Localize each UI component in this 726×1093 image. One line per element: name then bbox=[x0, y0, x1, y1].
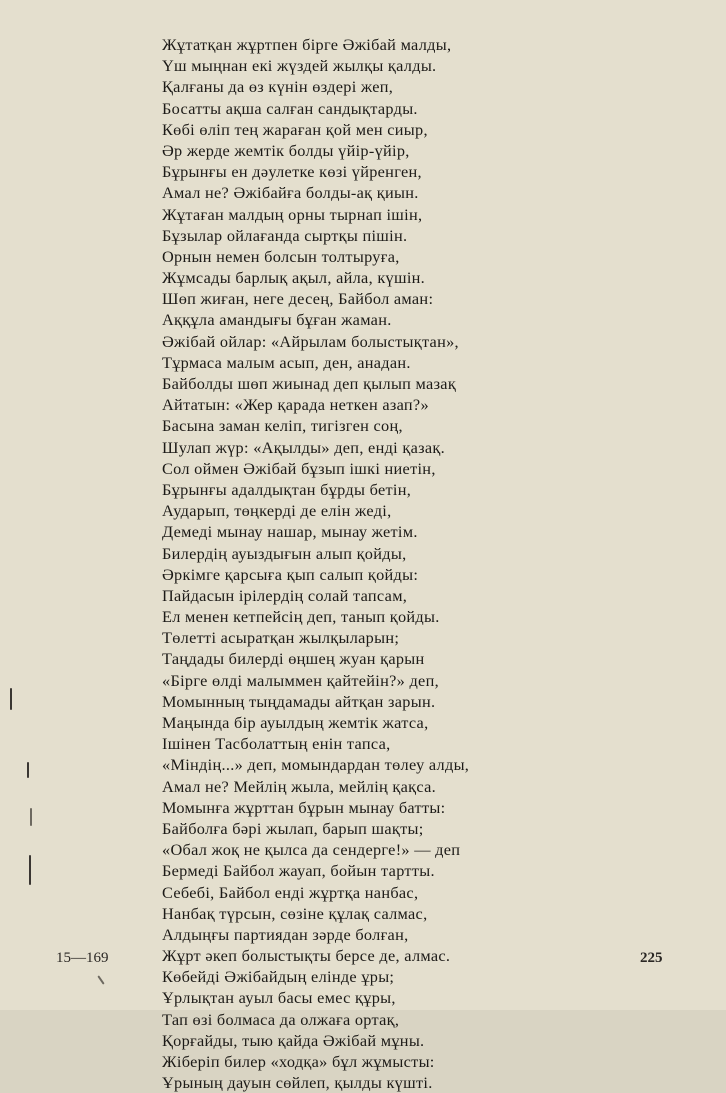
poem-line: Басына заман келіп, тигізген соң, bbox=[162, 416, 403, 436]
poem-line: Жұмсады барлық ақыл, айла, күшін. bbox=[162, 268, 426, 288]
poem-line: Ұрлықтан ауыл басы емес құры, bbox=[162, 988, 396, 1008]
poem-line: Көбейді Әжібайдың елінде ұры; bbox=[162, 967, 395, 987]
poem-line: Аққұла амандығы бұған жаман. bbox=[162, 310, 392, 330]
margin-pencil-mark bbox=[29, 855, 31, 885]
poem-text bbox=[162, 34, 562, 1093]
poem-line: Аударып, төңкерді де елін жеді, bbox=[162, 501, 392, 521]
poem-line: Ішінен Тасболаттың енін тапса, bbox=[162, 734, 391, 754]
poem-line: Байболға бәрі жылап, барып шақты; bbox=[162, 818, 424, 838]
poem-line: Момынға жұрттан бұрын мынау батты: bbox=[162, 797, 446, 817]
poem-line: Таңдады билерді өңшең жуан қарын bbox=[162, 649, 425, 669]
poem-line: Амал не? Мейлің жыла, мейлің қақса. bbox=[162, 776, 437, 796]
poem-line: Себебі, Байбол енді жұртқа нанбас, bbox=[162, 882, 419, 902]
margin-pencil-mark bbox=[97, 975, 104, 984]
poem-line: Төлетті асыратқан жылқыларын; bbox=[162, 628, 400, 648]
poem-line: Шөп жиған, неге десең, Байбол аман: bbox=[162, 289, 434, 309]
poem-line: Маңында бір ауылдың жемтік жатса, bbox=[162, 713, 429, 732]
poem-line: Жұрт әкеп болыстықты берсе де, алмас. bbox=[162, 946, 451, 966]
poem-line: «Обал жоқ не қылса да сендерге!» — деп bbox=[162, 840, 461, 860]
poem-line: Әр жерде жемтік болды үйір-үйір, bbox=[162, 140, 410, 160]
poem-line: Бұрынғы адалдықтан бұрды бетін, bbox=[162, 479, 412, 499]
poem-line: «Бірге өлді малыммен қайтейін?» деп, bbox=[162, 670, 439, 690]
margin-pencil-mark bbox=[30, 808, 32, 826]
poem-line: Үш мыңнан екі жүздей жылқы қалды. bbox=[162, 56, 437, 76]
poem-line: Нанбақ түрсын, сөзіне құлақ салмас, bbox=[162, 903, 428, 923]
poem-line: Жұтатқан жұртпен бірге Әжібай малды, bbox=[162, 35, 452, 54]
poem-line: Ел менен кетпейсің деп, танып қойды. bbox=[162, 607, 440, 627]
poem-line: Байболды шөп жиынад деп қылып мазақ bbox=[162, 374, 457, 393]
poem-line: Жұтаған малдың орны тырнап ішін, bbox=[162, 204, 423, 224]
poem-line: Көбі өліп тең жараған қой мен сиыр, bbox=[162, 119, 428, 139]
page-number: 225 bbox=[640, 950, 663, 966]
poem-line: Орнын немен болсын толтыруға, bbox=[162, 246, 400, 266]
poem-line: Пайдасын ірілердің солай тапсам, bbox=[162, 585, 408, 605]
poem-line: Қорғайды, тыю қайда Әжібай мұны. bbox=[162, 1030, 425, 1050]
poem-line: Босатты ақша салған сандықтарды. bbox=[162, 98, 418, 118]
poem-line: Қалғаны да өз күнін өздері жеп, bbox=[162, 77, 394, 97]
poem-line: Алдыңғы партиядан зәрде болған, bbox=[162, 924, 409, 944]
poem-line: Момынның тыңдамады айтқан зарын. bbox=[162, 691, 436, 711]
poem-line: Әжібай ойлар: «Айрылам болыстықтан», bbox=[162, 331, 459, 351]
poem-line: Тап өзі болмаса да олжаға ортақ, bbox=[162, 1009, 400, 1029]
margin-pencil-mark bbox=[27, 762, 29, 778]
poem-line: Тұрмаса малым асып, ден, анадан. bbox=[162, 352, 411, 372]
poem-line: Жіберіп билер «ходқа» бұл жұмысты: bbox=[162, 1052, 435, 1071]
poem-line: Билердің ауыздығын алып қойды, bbox=[162, 543, 407, 563]
poem-line: Сол оймен Әжібай бұзып ішкі ниетін, bbox=[162, 458, 436, 478]
poem-line: Бұрынғы ен дәулетке көзі үйренген, bbox=[162, 162, 422, 182]
printer-signature: 15—169 bbox=[56, 950, 109, 966]
poem-line: Демеді мынау нашар, мынау жетім. bbox=[162, 522, 418, 542]
poem-line: Бұзылар ойлағанда сыртқы пішін. bbox=[162, 225, 408, 245]
poem-line: Шулап жүр: «Ақылды» деп, енді қазақ. bbox=[162, 437, 445, 457]
poem-line: Ұрының дауын сөйлеп, қылды күшті. bbox=[162, 1073, 433, 1093]
poem-line: Айтатын: «Жер қарада неткен азап?» bbox=[162, 395, 429, 415]
margin-pencil-mark bbox=[10, 688, 12, 710]
poem-line: Амал не? Әжібайға болды-ақ қиын. bbox=[162, 183, 419, 203]
poem-line: «Міндің...» деп, момындардан төлеу алды, bbox=[162, 755, 470, 775]
poem-line: Әркімге қарсыға қып салып қойды: bbox=[162, 564, 419, 584]
poem-line: Бермеді Байбол жауап, бойын тартты. bbox=[162, 861, 435, 881]
